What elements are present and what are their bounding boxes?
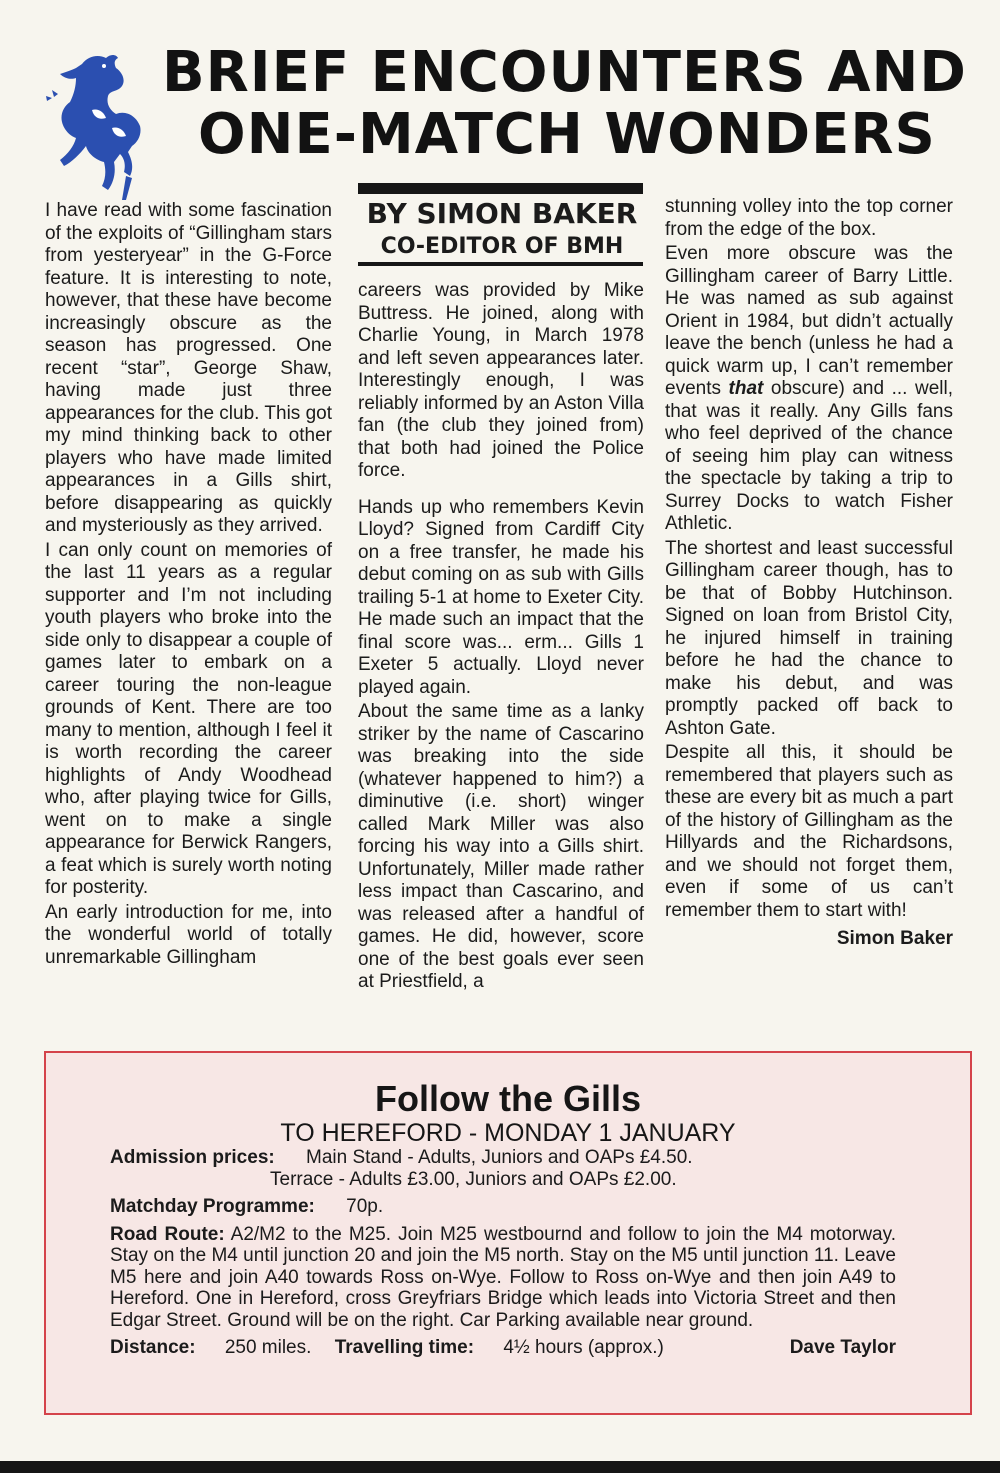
- admission-row-2: [110, 1169, 896, 1191]
- route-row: [110, 1224, 896, 1332]
- byline-bottom-rule: [358, 262, 643, 266]
- box-subtitle: TO HEREFORD - MONDAY 1 JANUARY: [280, 1119, 736, 1147]
- emphasis: that: [728, 378, 764, 399]
- kent-horse-logo: [36, 50, 154, 200]
- paragraph: I can only count on memories of the last 11 years as a regular supporter and I’m not including youth players who broke into the side only to disappear a couple of games later to embark on a career touring the non-league grounds of Kent. There are too many to mention, although I feel it is worth recording the career highlights of Andy Woodhead who, after playing twice for Gills, went on to make a single appearance for Berwick Rangers, a feat which is surely worth noting for posterity.: [45, 539, 332, 898]
- route-text: A2/M2 to the M25. Join M25 westbournd and follow to join the M4 motorway. Stay on the M4 until junction 20 and join the M5 north. Stay on the M5 until junction 11. Leave M5 here and join A40 towards Ross on-Wye. Follow to Ross on-Wye and then join A49 to Hereford. One in Hereford, cross Greyfriars Bridge which leads into Victoria Street and then Edgar Street. Ground will be on the right. Car Parking available near ground.: [110, 1223, 896, 1331]
- box-body: [110, 1147, 896, 1359]
- paragraph: careers was provided by Mike Buttress. He joined, along with Charlie Young, in March 1978 and left seven appearances later. Interestingly enough, I was reliably informed by an Aston Villa fan (the club they joined from) that both had joined the Police force.: [358, 280, 644, 481]
- admission-row: [110, 1147, 896, 1169]
- paragraph: Even more obscure was the Gillingham career of Barry Little. He was named as sub against Orient in 1984, but didn’t actually leave the bench (unless he had a quick warm up, I can’t remember events that obscure) and ... well, that was it really. Any Gills fans who feel deprived of the chance of seeing him play can witness the spectacle by taking a trip to Surrey Docks to watch Fisher Athletic.: [665, 243, 953, 534]
- admission-line-2: Terrace - Adults £3.00, Juniors and OAPs £2.00.: [270, 1168, 677, 1190]
- programme-value: 70p.: [346, 1196, 384, 1217]
- paragraph: Despite all this, it should be remembered that players such as these are every bit as much a part of the history of Gillingham as the Hillyards and the Richardsons, and we should not forget them, even if some of us can’t remember them to start with!: [665, 742, 953, 921]
- distance-label: Distance:: [110, 1337, 196, 1358]
- byline-role: CO-EDITOR OF BMH: [380, 234, 624, 259]
- headline-line-2: ONE-MATCH WONDERS: [198, 102, 936, 167]
- paragraph: About the same time as a lanky striker by the name of Cascarino was breaking into the side (whatever happened to him?) a diminutive (i.e. short) winger called Mark Miller was also forcing his way into a Gills shirt. Unfortunately, Miller made rather less impact than Cascarino, and was released after a handful of games. He did, however, score one of the best goals ever seen at Priestfield, a: [358, 701, 644, 992]
- paragraph: stunning volley into the top corner from the edge of the box.: [665, 196, 953, 240]
- page-bottom-border: [0, 1461, 1000, 1473]
- byline-top-rule: [358, 183, 643, 194]
- admission-label: Admission prices:: [110, 1147, 275, 1168]
- box-author: Dave Taylor: [789, 1337, 896, 1358]
- distance-value: 250 miles.: [224, 1337, 312, 1358]
- programme-row: [110, 1196, 896, 1218]
- article-column-2: [358, 280, 644, 996]
- paragraph: Hands up who remembers Kevin Lloyd? Signed from Cardiff City on a free transfer, he made his debut coming on as sub with Gills trailing 5-1 at home to Exeter City. He made such an impact that the final score was... erm... Gills 1 Exeter 5 actually. Lloyd never played again.: [358, 496, 644, 698]
- paragraph: The shortest and least successful Gillingham career though, has to be that of Bobby Hutchinson. Signed on loan from Bristol City, he injured himself in training before he had the chance to make his debut, and was promptly packed off back to Ashton Gate.: [665, 537, 953, 739]
- author-signature: Simon Baker: [836, 928, 953, 949]
- paragraph: I have read with some fascination of the exploits of “Gillingham stars from yesteryear” in the G-Force feature. It is interesting to note, however, that these have become increasingly obscure as the season has progressed. One recent “star”, George Shaw, having made just three appearances for the club. This got my mind thinking back to other players who have made limited appearances in a Gills shirt, before disappearing as quickly and mysteriously as they arrived.: [45, 200, 332, 536]
- article-headline: [160, 42, 980, 166]
- headline-line-1: BRIEF ENCOUNTERS AND: [162, 40, 967, 105]
- article-column-3: [665, 196, 953, 951]
- box-title: Follow the Gills: [374, 1078, 641, 1119]
- paragraph: An early introduction for me, into the wonderful world of totally unremarkable Gillingham: [45, 901, 332, 968]
- follow-the-gills-box: [44, 1051, 972, 1415]
- travel-time-value: 4½ hours (approx.): [503, 1337, 664, 1358]
- article-column-1: [45, 200, 332, 971]
- route-label: Road Route:: [110, 1223, 225, 1245]
- travel-time-label: Travelling time:: [334, 1337, 475, 1358]
- admission-line-1: Main Stand - Adults, Juniors and OAPs £4.50.: [306, 1147, 693, 1168]
- distance-row: [110, 1337, 896, 1359]
- byline-author: BY SIMON BAKER: [366, 197, 638, 230]
- programme-label: Matchday Programme:: [110, 1196, 315, 1217]
